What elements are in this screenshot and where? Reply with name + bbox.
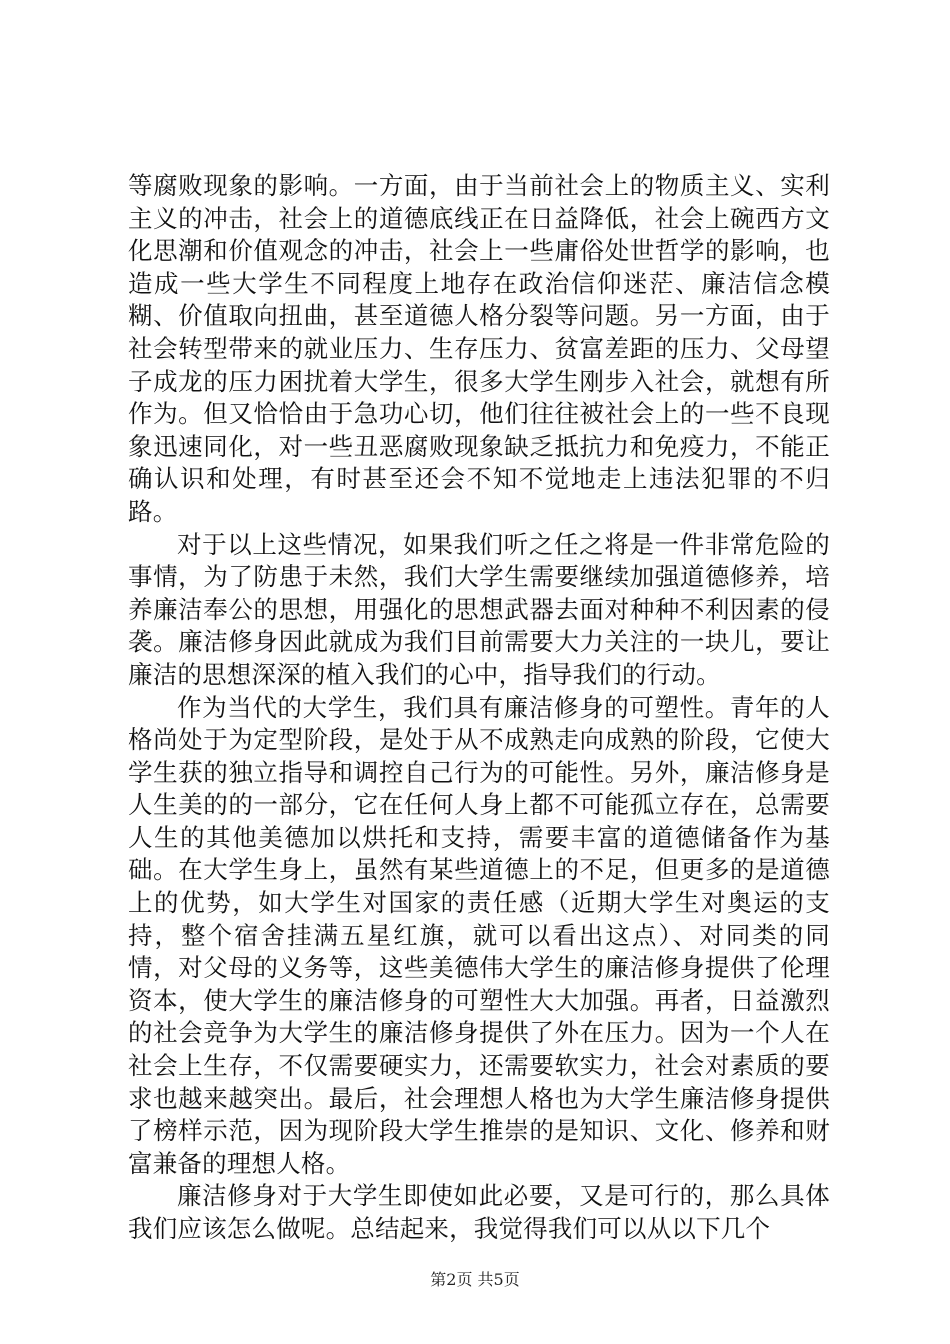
- paragraph-4: 廉洁修身对于大学生即使如此必要，又是可行的，那么具体我们应该怎么做呢。总结起来，我觉得我们可以从以下几个: [128, 1181, 830, 1243]
- page-number-footer: 第2页 共5页: [430, 1270, 520, 1289]
- paragraph-1: 等腐败现象的影响。一方面，由于当前社会上的物质主义、实利主义的冲击，社会上的道德底线正在日益降低，社会上碗西方文化思潮和价值观念的冲击，社会上一些庸俗处世哲学的影响，也造成一些大学生不同程度上地存在政治信仰迷茫、廉洁信念模糊、价值取向扭曲，甚至道德人格分裂等问题。另一方面，由于社会转型带来的就业压力、生存压力、贫富差距的压力、父母望子成龙的压力困扰着大学生，很多大学生刚步入社会，就想有所作为。但又恰恰由于急功心切，他们往往被社会上的一些不良现象迅速同化，对一些丑恶腐败现象缺乏抵抗力和免疫力，不能正确认识和处理，有时甚至还会不知不觉地走上违法犯罪的不归路。: [128, 171, 830, 526]
- paragraph-2: 对于以上这些情况，如果我们听之任之将是一件非常危险的事情，为了防患于未然，我们大学生需要继续加强道德修养，培养廉洁奉公的思想，用强化的思想武器去面对种种不利因素的侵袭。廉洁修身因此就成为我们目前需要大力关注的一块儿，要让廉洁的思想深深的植入我们的心中，指导我们的行动。: [128, 529, 830, 689]
- paragraph-3: 作为当代的大学生，我们具有廉洁修身的可塑性。青年的人格尚处于为定型阶段，是处于从不成熟走向成熟的阶段，它使大学生获的独立指导和调控自己行为的可能性。另外，廉洁修身是人生美的的一部分，它在任何人身上都不可能孤立存在，总需要人生的其他美德加以烘托和支持，需要丰富的道德储备作为基础。在大学生身上，虽然有某些道德上的不足，但更多的是道德上的优势，如大学生对国家的责任感（近期大学生对奥运的支持，整个宿舍挂满五星红旗，就可以看出这点）、对同类的同情，对父母的义务等，这些美德伟大学生的廉洁修身提供了伦理资本，使大学生的廉洁修身的可塑性大大加强。再者，日益激烈的社会竞争为大学生的廉洁修身提供了外在压力。因为一个人在社会上生存，不仅需要硬实力，还需要软实力，社会对素质的要求也越来越突出。最后，社会理想人格也为大学生廉洁修身提供了榜样示范，因为现阶段大学生推崇的是知识、文化、修养和财富兼备的理想人格。: [128, 692, 830, 1178]
- body-text: [128, 170, 830, 1246]
